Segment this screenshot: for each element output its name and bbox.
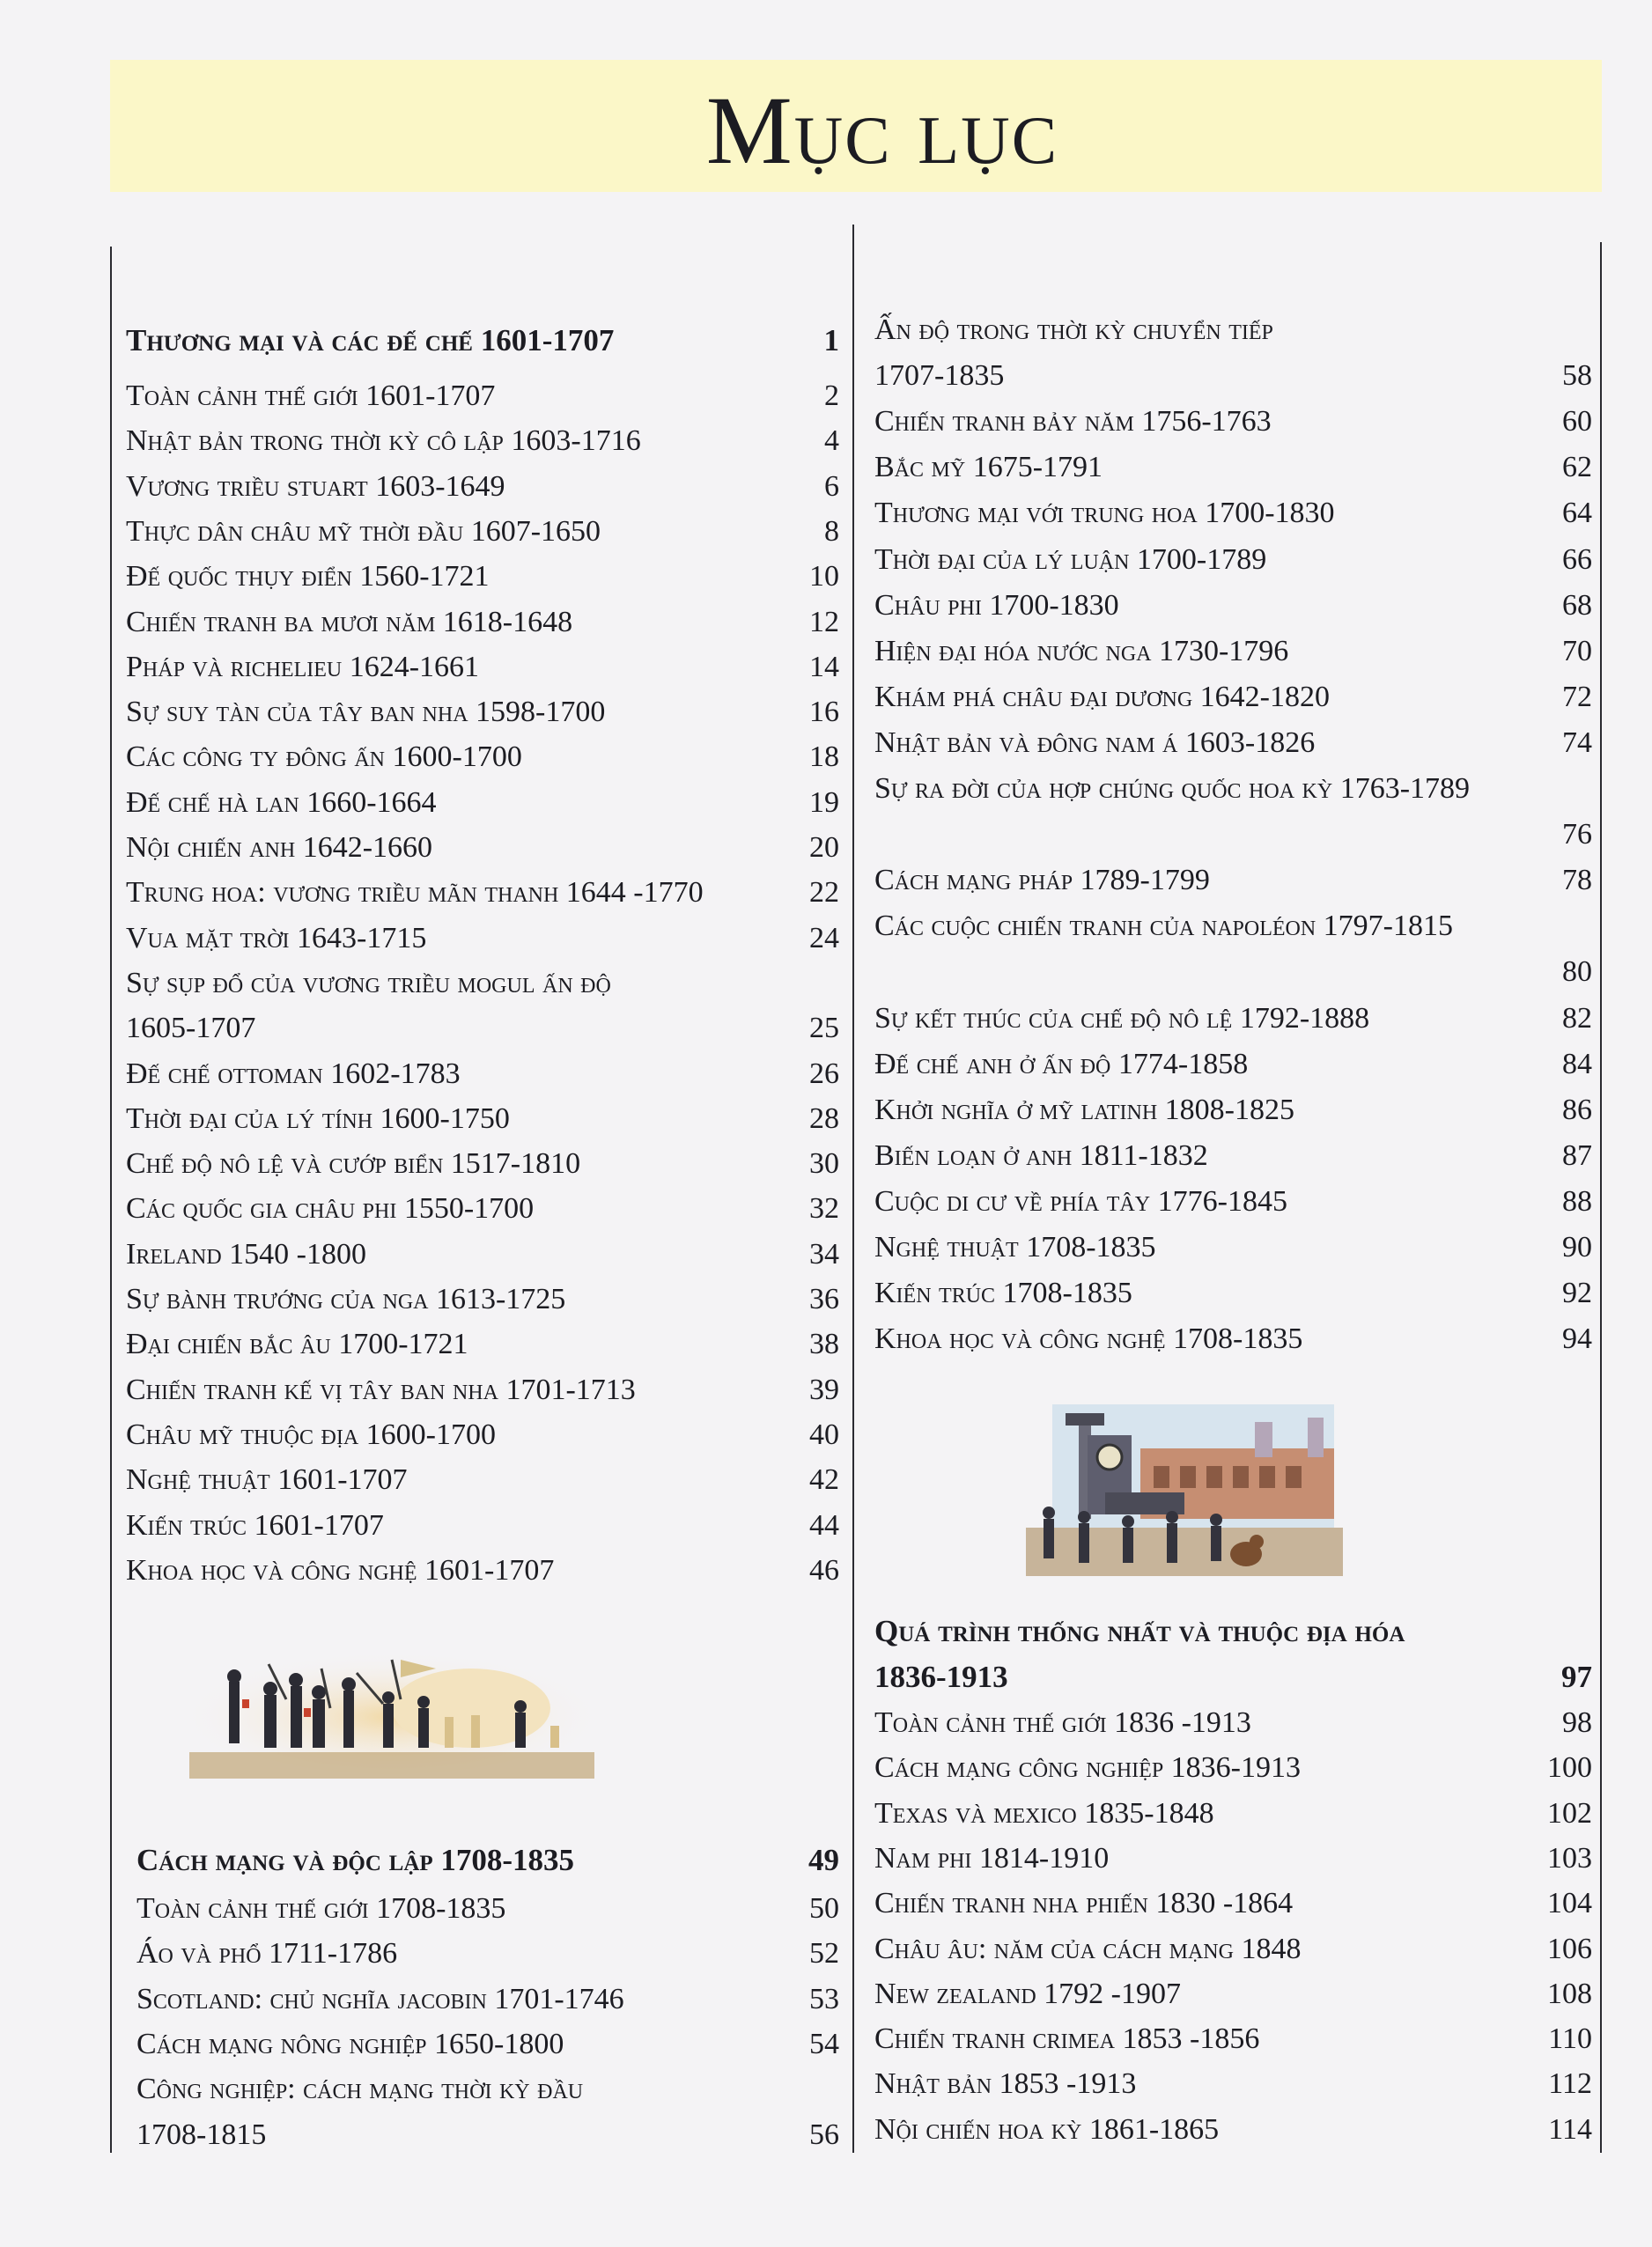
entry-label: Nhật bản 1853 -1913 [874,2067,1137,2101]
toc-entry[interactable] [126,1101,839,1138]
toc-entry[interactable] [126,650,839,687]
entry-label: Chiến tranh crimea 1853 -1856 [874,2022,1260,2056]
entry-label: 1707-1835 [874,359,1005,393]
page-number: 54 [809,2027,839,2060]
toc-entry[interactable] [874,726,1592,763]
toc-entry[interactable] [874,1706,1592,1742]
toc-entry[interactable] [874,817,1592,854]
toc-entry[interactable] [874,634,1592,671]
page-number: 76 [1562,818,1592,851]
entry-label: Biến loạn ở anh 1811-1832 [874,1138,1208,1172]
entry-label: Bắc mỹ 1675-1791 [874,451,1103,484]
page-number: 19 [809,785,839,819]
page-number: 32 [809,1192,839,1226]
entry-label: Chiến tranh bảy năm 1756-1763 [874,405,1272,438]
toc-entry[interactable] [874,771,1592,808]
entry-label: Chiến tranh ba mươi năm 1618-1648 [126,605,573,638]
entry-label: Đại chiến bắc âu 1700-1721 [126,1328,468,1361]
page-number: 44 [809,1508,839,1542]
page-number: 98 [1562,1706,1592,1739]
page-number: 58 [1562,359,1592,393]
page-number: 53 [809,1982,839,2015]
toc-entry[interactable] [126,514,839,551]
toc-entry[interactable] [874,588,1592,625]
toc-entry[interactable] [874,909,1592,946]
toc-entry[interactable] [874,954,1592,991]
entry-label: Toàn cảnh thế giới 1601-1707 [126,379,496,412]
page-number: 94 [1562,1322,1592,1356]
toc-entry[interactable] [126,830,839,867]
entry-label: Nhật bản trong thời kỳ cô lập 1603-1716 [126,424,641,458]
page-number: 34 [809,1237,839,1271]
section-title: Thương mại và các đế chế 1601-1707 [126,323,615,357]
page-number: 28 [809,1101,839,1135]
page-number: 30 [809,1147,839,1181]
toc-entry[interactable] [874,1796,1592,1833]
entry-label: Châu mỹ thuộc địa 1600-1700 [126,1418,496,1451]
page-number: 4 [824,424,839,458]
page-number: 82 [1562,1001,1592,1035]
entry-label: Nam phi 1814-1910 [874,1841,1110,1875]
toc-entry[interactable] [136,2072,839,2109]
entry-label: Nghệ thuật 1708-1835 [874,1231,1156,1263]
toc-entry[interactable] [874,1138,1592,1175]
toc-entry[interactable] [126,785,839,822]
center-column-rule [852,225,854,2153]
page-number: 92 [1562,1277,1592,1310]
entry-label: Cách mạng công nghiệp 1836-1913 [874,1751,1302,1785]
entry-label: Thời đại của lý luận 1700-1789 [874,542,1267,576]
toc-entry[interactable] [126,875,839,912]
entry-label: Các công ty đông ấn 1600-1700 [126,740,522,774]
toc-entry[interactable] [874,2067,1592,2103]
page-number: 38 [809,1328,839,1361]
page-number: 18 [809,740,839,774]
toc-entry[interactable] [874,2112,1592,2149]
page-number: 74 [1562,726,1592,759]
page-number: 106 [1547,1932,1592,1965]
toc-entry[interactable] [126,1327,839,1364]
page-number: 108 [1547,1977,1592,2010]
entry-label: Nội chiến anh 1642-1660 [126,831,433,864]
page-number: 36 [809,1283,839,1315]
toc-entry[interactable] [874,2022,1592,2059]
toc-entry[interactable] [126,966,839,1003]
page-number: 103 [1547,1841,1592,1875]
entry-label: Sự sụp đổ của vương triều mogul ấn độ [126,966,611,999]
toc-entry[interactable] [874,680,1592,717]
section-subtitle: 1836-1913 [874,1660,1008,1694]
locomotive-street-illustration [1026,1396,1343,1576]
entry-label: Khám phá châu đại dương 1642-1820 [874,680,1331,713]
page-number: 8 [824,514,839,548]
toc-entry[interactable] [126,1462,839,1499]
battle-scene-illustration [181,1647,603,1792]
toc-entry[interactable] [126,695,839,732]
page-number: 42 [809,1463,839,1497]
entry-label: Toàn cảnh thế giới 1708-1835 [136,1892,506,1925]
page-number: 39 [809,1373,839,1406]
toc-entry[interactable] [126,1282,839,1319]
entry-label: Cách mạng nông nghiệp 1650-1800 [136,2027,564,2060]
toc-entry[interactable] [126,469,839,506]
entry-label: 1605-1707 [126,1012,256,1045]
toc-entry[interactable] [874,1932,1592,1969]
entry-label: Công nghiệp: cách mạng thời kỳ đầu [136,2073,584,2106]
page-number: 72 [1562,680,1592,713]
entry-label: Khoa học và công nghệ 1708-1835 [874,1322,1303,1356]
right-column-rule [1600,242,1602,2153]
entry-label: Sự bành trướng của nga 1613-1725 [126,1283,566,1315]
entry-label: Vương triều stuart 1603-1649 [126,469,505,503]
entry-label: Hiện đại hóa nước nga 1730-1796 [874,634,1289,667]
toc-entry[interactable] [136,1936,839,1973]
page-number: 104 [1547,1887,1592,1920]
entry-label: Khởi nghĩa ở mỹ latinh 1808-1825 [874,1093,1295,1126]
toc-entry[interactable] [874,313,1592,350]
page-number: 25 [809,1012,839,1045]
page-number: 100 [1547,1751,1592,1785]
entry-label: Scotland: chủ nghĩa jacobin 1701-1746 [136,1982,624,2015]
entry-label: Sự ra đời của hợp chúng quốc hoa kỳ 1763-1789 [874,772,1471,805]
toc-entry[interactable] [126,1011,839,1048]
toc-entry[interactable] [126,559,839,596]
entry-label: Sự suy tàn của tây ban nha 1598-1700 [126,696,606,729]
page-number: 70 [1562,634,1592,667]
entry-label: Trung hoa: vương triều mãn thanh 1644 -1770 [126,876,704,910]
page-number: 110 [1548,2022,1592,2056]
page-number: 97 [1561,1660,1592,1694]
toc-entry[interactable] [874,1047,1592,1084]
entry-label: Pháp và richelieu 1624-1661 [126,650,480,683]
entry-label: Vua mặt trời 1643-1715 [126,921,427,954]
entry-label: Các quốc gia châu phi 1550-1700 [126,1192,535,1226]
toc-entry[interactable] [126,1418,839,1455]
page-number: 86 [1562,1093,1592,1126]
entry-label: Các cuộc chiến tranh của napoléon 1797-1815 [874,910,1454,943]
page-number: 68 [1562,588,1592,622]
entry-label: Toàn cảnh thế giới 1836 -1913 [874,1706,1251,1739]
page-number: 84 [1562,1047,1592,1080]
page-number: 88 [1562,1184,1592,1218]
entry-label: Chế độ nô lệ và cướp biển 1517-1810 [126,1147,581,1181]
page-number: 90 [1562,1231,1592,1263]
page-number: 14 [809,650,839,683]
entry-label: Đế chế anh ở ấn độ 1774-1858 [874,1047,1249,1080]
page-number: 50 [809,1892,839,1925]
toc-entry[interactable] [874,863,1592,900]
page-number: 78 [1562,864,1592,897]
toc-entry[interactable] [874,1841,1592,1878]
toc-section-heading[interactable] [136,1843,839,1880]
page-number: 24 [809,921,839,954]
page-title: Mục lục [705,77,1059,184]
toc-entry[interactable] [874,1001,1592,1038]
toc-entry[interactable] [126,379,839,416]
toc-entry[interactable] [126,1191,839,1228]
entry-label: Chiến tranh kế vị tây ban nha 1701-1713 [126,1373,636,1406]
toc-entry[interactable] [126,921,839,958]
entry-label: Cuộc di cư về phía tây 1776-1845 [874,1184,1287,1218]
entry-label: Đế chế ottoman 1602-1783 [126,1057,461,1090]
page-number: 60 [1562,405,1592,438]
toc-entry[interactable] [126,424,839,460]
toc-entry[interactable] [136,1982,839,2019]
section-title: Cách mạng và độc lập 1708-1835 [136,1843,575,1877]
page-number: 112 [1548,2067,1592,2101]
toc-entry[interactable] [136,2027,839,2064]
toc-entry[interactable] [874,1322,1592,1359]
entry-label: Nghệ thuật 1601-1707 [126,1463,408,1497]
toc-entry[interactable] [874,542,1592,579]
toc-section-heading[interactable] [126,323,839,360]
entry-label: Cách mạng pháp 1789-1799 [874,864,1210,897]
page-number: 10 [809,560,839,593]
toc-entry[interactable] [136,2118,839,2155]
entry-label: Sự kết thúc của chế độ nô lệ 1792-1888 [874,1001,1370,1035]
entry-label: Ireland 1540 -1800 [126,1237,366,1271]
entry-label: Kiến trúc 1601-1707 [126,1508,384,1542]
toc-entry[interactable] [874,450,1592,487]
toc-entry[interactable] [136,1891,839,1928]
toc-entry[interactable] [874,496,1592,533]
page-number: 20 [809,831,839,864]
page-number: 80 [1562,955,1592,989]
page-number: 49 [808,1843,839,1877]
toc-entry[interactable] [874,1977,1592,2014]
entry-label: Nội chiến hoa kỳ 1861-1865 [874,2112,1220,2146]
page-number: 22 [809,876,839,910]
entry-label: Thực dân châu mỹ thời đầu 1607-1650 [126,514,601,548]
entry-label: Áo và phổ 1711-1786 [136,1937,398,1971]
entry-label: Ấn độ trong thời kỳ chuyển tiếp [874,313,1273,346]
entry-label: Khoa học và công nghệ 1601-1707 [126,1553,555,1587]
page-number: 102 [1547,1796,1592,1830]
page-number: 16 [809,696,839,729]
toc-entry[interactable] [126,1057,839,1094]
toc-entry[interactable] [874,1276,1592,1313]
page-number: 114 [1548,2112,1592,2146]
toc-entry[interactable] [874,1093,1592,1130]
page-number: 40 [809,1418,839,1451]
toc-entry[interactable] [126,740,839,777]
toc-entry[interactable] [126,1146,839,1183]
toc-entry[interactable] [126,1237,839,1274]
entry-label: 1708-1815 [136,2118,267,2151]
entry-label: Texas và mexico 1835-1848 [874,1796,1214,1830]
page-number: 64 [1562,497,1592,530]
left-column-rule [110,247,112,2153]
page-number: 56 [809,2118,839,2151]
entry-label: Kiến trúc 1708-1835 [874,1277,1132,1310]
entry-label: New zealand 1792 -1907 [874,1977,1181,2010]
toc-entry[interactable] [874,1886,1592,1923]
page-number: 46 [809,1553,839,1587]
toc-entry[interactable] [874,1750,1592,1787]
page-number: 6 [824,469,839,503]
toc-entry[interactable] [874,1184,1592,1221]
toc-entry[interactable] [874,1230,1592,1267]
toc-entry[interactable] [126,605,839,642]
title-band [110,60,1602,192]
entry-label: Đế chế hà lan 1660-1664 [126,785,437,819]
toc-entry[interactable] [126,1508,839,1545]
section-title: Quá trình thống nhất và thuộc địa hóa [874,1614,1405,1648]
toc-entry[interactable] [874,404,1592,441]
entry-label: Thời đại của lý tính 1600-1750 [126,1101,510,1135]
page-number: 66 [1562,542,1592,576]
toc-entry[interactable] [874,358,1592,395]
page-number: 87 [1562,1138,1592,1172]
entry-label: Châu phi 1700-1830 [874,588,1119,622]
entry-label: Chiến tranh nha phiến 1830 -1864 [874,1887,1294,1920]
page-number: 26 [809,1057,839,1090]
entry-label: Châu âu: năm của cách mạng 1848 [874,1932,1302,1965]
entry-label: Nhật bản và đông nam á 1603-1826 [874,726,1316,759]
entry-label: Thương mại với trung hoa 1700-1830 [874,497,1335,530]
toc-entry[interactable] [126,1373,839,1410]
page-number: 52 [809,1937,839,1971]
page-number: 1 [823,323,839,357]
page-number: 2 [824,379,839,412]
page-number: 62 [1562,451,1592,484]
toc-entry[interactable] [126,1553,839,1590]
page-number: 12 [809,605,839,638]
entry-label: Đế quốc thụy điển 1560-1721 [126,560,490,593]
